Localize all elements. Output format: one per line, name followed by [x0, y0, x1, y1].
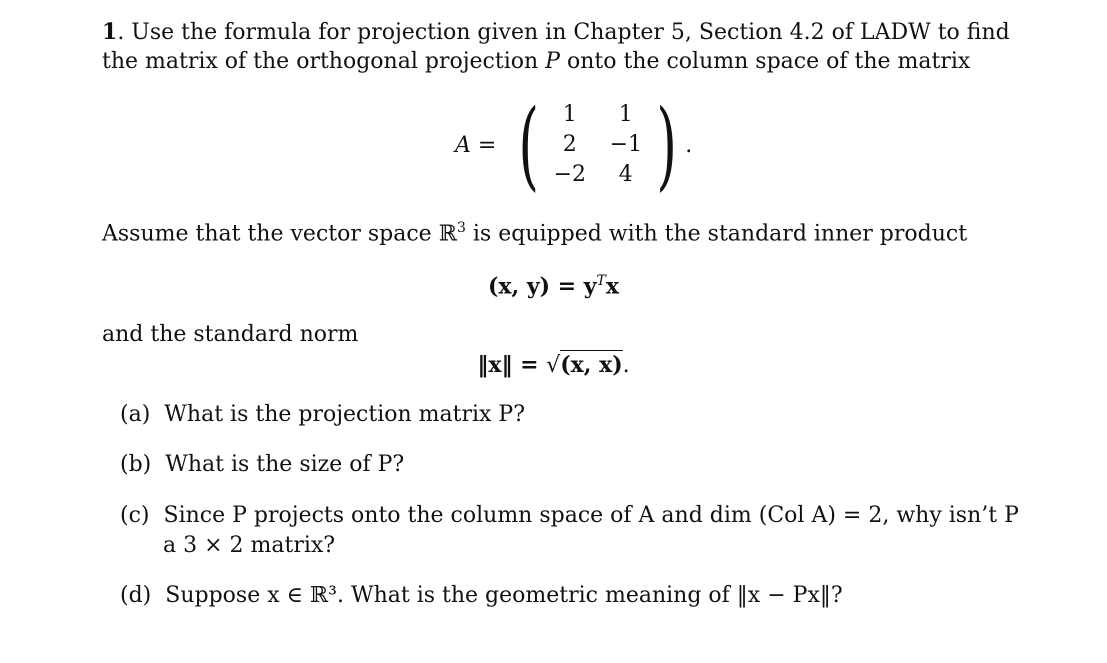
- assume-line: [102, 213, 967, 249]
- inner-product-lhs: (x, y) = y: [487, 273, 597, 300]
- question-text: What is the size of P?: [165, 452, 405, 477]
- intro-text-2b: onto the column space of the matrix: [559, 49, 971, 74]
- matrix-cell: 4: [618, 162, 633, 187]
- transpose-symbol: T: [596, 273, 606, 289]
- right-paren: ): [656, 89, 677, 201]
- assume-text-a: Assume that the vector space: [102, 221, 439, 247]
- problem-number: 1: [102, 19, 118, 45]
- var-p: P: [545, 49, 560, 74]
- inner-product-tail: x: [605, 273, 620, 300]
- matrix-body: [542, 100, 654, 190]
- matrix-name: A: [455, 132, 471, 158]
- assume-text-b: is equipped with the standard inner product: [465, 221, 968, 247]
- question-c-line-2: a 3 × 2 matrix?: [163, 533, 336, 558]
- problem-intro-line-2: [102, 47, 970, 77]
- matrix-cell: 1: [618, 102, 633, 127]
- question-text-line-1: Since P projects onto the column space of A and dim (Col A) = 2, why isn’t P: [163, 503, 1019, 528]
- intro-text-2a: the matrix of the orthogonal projection: [102, 49, 546, 74]
- matrix-cell: −2: [553, 162, 586, 187]
- left-paren: (: [518, 89, 540, 201]
- norm-radicand: (x, x): [560, 352, 623, 378]
- norm-formula: [0, 350, 1107, 381]
- question-label: (c): [120, 503, 150, 528]
- question-text: What is the projection matrix P?: [164, 402, 526, 427]
- matrix-period: .: [685, 132, 693, 158]
- norm-lhs: ‖x‖ =: [477, 352, 547, 378]
- norm-intro: and the standard norm: [102, 322, 359, 347]
- matrix-equation: [455, 89, 693, 201]
- reals-symbol: ℝ: [438, 221, 457, 247]
- inner-product-formula: [0, 266, 1107, 302]
- equals-sign: =: [477, 132, 497, 158]
- intro-text-1: . Use the formula for projection given in Chapter 5, Section 4.2 of LADW to find: [117, 20, 1010, 45]
- question-text: Suppose x ∈ ℝ³. What is the geometric meaning of ‖x − Px‖?: [165, 583, 843, 608]
- question-label: (b): [120, 452, 152, 477]
- problem-intro-line-1: [102, 17, 1010, 48]
- reals-exponent: 3: [456, 220, 466, 236]
- question-label: (a): [120, 402, 151, 427]
- sqrt-symbol: √: [546, 353, 561, 378]
- matrix-cell: −1: [609, 132, 642, 157]
- norm-period: .: [622, 353, 630, 378]
- matrix-cell: 2: [562, 132, 577, 157]
- matrix-cell: 1: [562, 102, 577, 127]
- question-label: (d): [120, 583, 152, 608]
- question-b: [120, 450, 404, 480]
- question-a: [120, 400, 525, 430]
- question-d: [120, 581, 843, 611]
- question-c: [120, 501, 1019, 531]
- matrix-lhs: [455, 133, 496, 158]
